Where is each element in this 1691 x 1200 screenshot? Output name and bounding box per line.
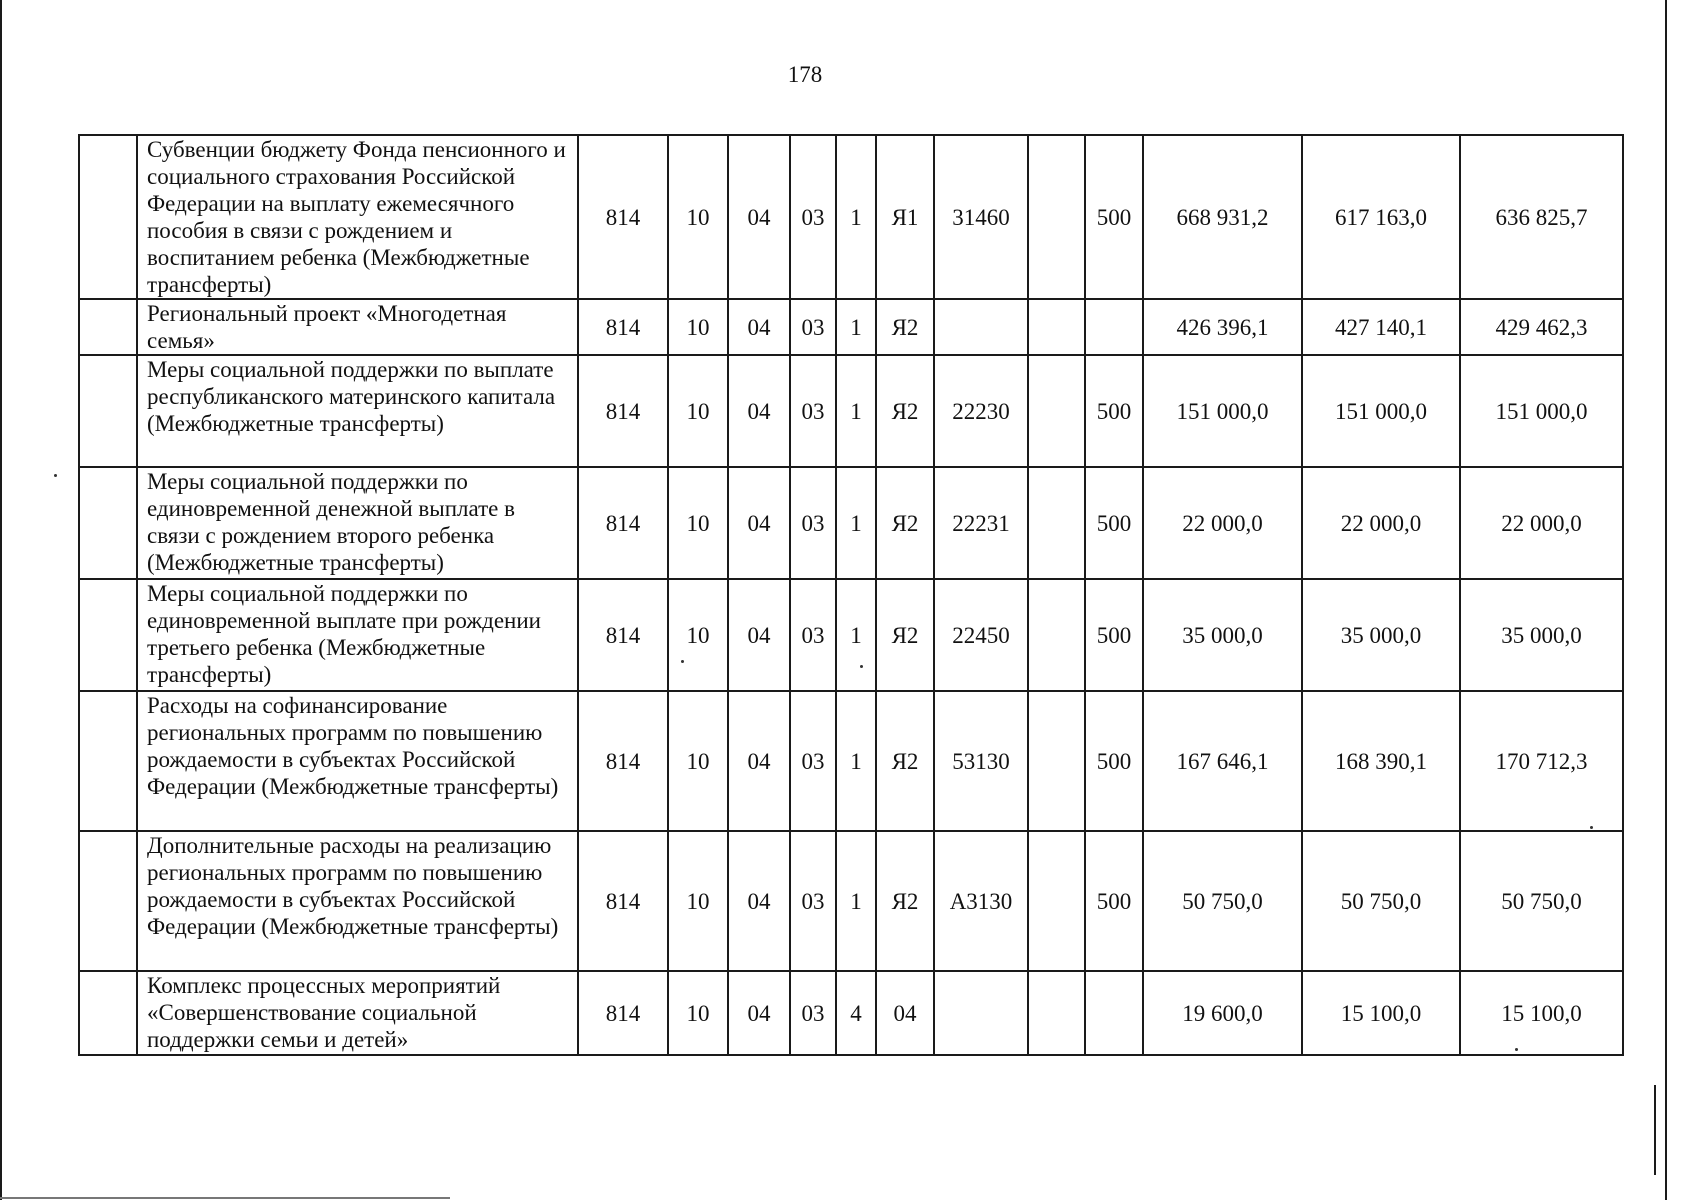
row-index-cell [79,299,137,355]
row-index-cell [79,467,137,579]
row-index-cell [79,579,137,691]
amount-year1-cell: 35 000,0 [1143,579,1302,691]
direction-cell: 22230 [934,355,1028,467]
scan-speck [681,660,684,663]
empty-cell [1028,467,1085,579]
grbs-cell: 814 [578,831,668,971]
scan-speck [860,665,863,668]
row-name-cell: Меры социальной поддержки по единовременной выплате при рождении третьего ребенка (Межбюджетные трансферты) [137,579,578,691]
amount-year2-cell: 151 000,0 [1302,355,1460,467]
program-cell: 03 [790,691,836,831]
project-cell: Я2 [876,691,934,831]
subprogram-cell: 1 [836,691,876,831]
amount-year1-cell: 167 646,1 [1143,691,1302,831]
table-row [79,691,1623,831]
amount-year3-cell: 22 000,0 [1460,467,1623,579]
amount-year3-cell: 170 712,3 [1460,691,1623,831]
row-name-cell: Дополнительные расходы на реализацию региональных программ по повышению рождаемости в субъектах Российской Федерации (Межбюджетные трансферты) [137,831,578,971]
empty-cell [1028,579,1085,691]
direction-cell: А3130 [934,831,1028,971]
row-name-cell: Региональный проект «Многодетная семья» [137,299,578,355]
amount-year2-cell: 15 100,0 [1302,971,1460,1055]
pr-cell: 04 [728,355,790,467]
scan-edge-left [0,0,2,1200]
expense-type-cell: 500 [1085,135,1143,299]
amount-year2-cell: 50 750,0 [1302,831,1460,971]
amount-year1-cell: 50 750,0 [1143,831,1302,971]
budget-table [78,134,1624,1056]
table-row [79,971,1623,1055]
empty-cell [1028,691,1085,831]
expense-type-cell: 500 [1085,467,1143,579]
amount-year1-cell: 668 931,2 [1143,135,1302,299]
rz-cell: 10 [668,355,728,467]
row-name-cell: Меры социальной поддержки по выплате республиканского материнского капитала (Межбюджетные трансферты) [137,355,578,467]
empty-cell [1028,299,1085,355]
direction-cell [934,299,1028,355]
scan-edge-bottom [0,1197,450,1199]
table-row [79,355,1623,467]
pr-cell: 04 [728,299,790,355]
project-cell: Я2 [876,579,934,691]
program-cell: 03 [790,355,836,467]
direction-cell [934,971,1028,1055]
program-cell: 03 [790,467,836,579]
grbs-cell: 814 [578,467,668,579]
amount-year3-cell: 50 750,0 [1460,831,1623,971]
pr-cell: 04 [728,579,790,691]
amount-year2-cell: 35 000,0 [1302,579,1460,691]
project-cell: Я1 [876,135,934,299]
pr-cell: 04 [728,831,790,971]
expense-type-cell: 500 [1085,355,1143,467]
direction-cell: 22450 [934,579,1028,691]
subprogram-cell: 1 [836,355,876,467]
empty-cell [1028,971,1085,1055]
grbs-cell: 814 [578,135,668,299]
project-cell: Я2 [876,299,934,355]
amount-year1-cell: 22 000,0 [1143,467,1302,579]
direction-cell: 53130 [934,691,1028,831]
project-cell: Я2 [876,467,934,579]
page-number: 178 [787,62,823,87]
subprogram-cell: 1 [836,831,876,971]
row-name-cell: Комплекс процессных мероприятий «Совершенствование социальной поддержки семьи и детей» [137,971,578,1055]
amount-year2-cell: 22 000,0 [1302,467,1460,579]
amount-year3-cell: 35 000,0 [1460,579,1623,691]
table-row [79,831,1623,971]
rz-cell: 10 [668,467,728,579]
amount-year3-cell: 151 000,0 [1460,355,1623,467]
project-cell: 04 [876,971,934,1055]
row-index-cell [79,831,137,971]
scan-edge-right [1665,0,1667,1200]
empty-cell [1028,135,1085,299]
table-row [79,467,1623,579]
program-cell: 03 [790,831,836,971]
amount-year3-cell: 429 462,3 [1460,299,1623,355]
rz-cell: 10 [668,691,728,831]
subprogram-cell: 1 [836,579,876,691]
pr-cell: 04 [728,691,790,831]
expense-type-cell [1085,971,1143,1055]
subprogram-cell: 1 [836,135,876,299]
rz-cell: 10 [668,971,728,1055]
project-cell: Я2 [876,355,934,467]
row-name-cell: Меры социальной поддержки по единовременной денежной выплате в связи с рождением второго ребенка (Межбюджетные трансферты) [137,467,578,579]
row-index-cell [79,971,137,1055]
table-row [79,579,1623,691]
scan-speck [54,474,57,477]
amount-year3-cell: 15 100,0 [1460,971,1623,1055]
empty-cell [1028,355,1085,467]
expense-type-cell: 500 [1085,691,1143,831]
pr-cell: 04 [728,467,790,579]
subprogram-cell: 4 [836,971,876,1055]
program-cell: 03 [790,579,836,691]
row-name-cell: Субвенции бюджету Фонда пенсионного и социального страхования Российской Федерации на выплату ежемесячного пособия в связи с рождением и воспитанием ребенка (Межбюджетные трансферты) [137,135,578,299]
amount-year2-cell: 617 163,0 [1302,135,1460,299]
amount-year3-cell: 636 825,7 [1460,135,1623,299]
grbs-cell: 814 [578,299,668,355]
scan-edge-right-inner [1654,1085,1656,1175]
direction-cell: 22231 [934,467,1028,579]
expense-type-cell [1085,299,1143,355]
rz-cell: 10 [668,299,728,355]
grbs-cell: 814 [578,355,668,467]
program-cell: 03 [790,299,836,355]
grbs-cell: 814 [578,579,668,691]
rz-cell: 10 [668,135,728,299]
amount-year1-cell: 151 000,0 [1143,355,1302,467]
amount-year2-cell: 168 390,1 [1302,691,1460,831]
row-index-cell [79,691,137,831]
rz-cell: 10 [668,831,728,971]
row-index-cell [79,135,137,299]
row-index-cell [79,355,137,467]
scan-speck [1590,826,1593,829]
program-cell: 03 [790,971,836,1055]
grbs-cell: 814 [578,971,668,1055]
expense-type-cell: 500 [1085,579,1143,691]
scan-speck [1515,1048,1518,1051]
subprogram-cell: 1 [836,299,876,355]
pr-cell: 04 [728,135,790,299]
program-cell: 03 [790,135,836,299]
expense-type-cell: 500 [1085,831,1143,971]
amount-year1-cell: 19 600,0 [1143,971,1302,1055]
pr-cell: 04 [728,971,790,1055]
subprogram-cell: 1 [836,467,876,579]
amount-year1-cell: 426 396,1 [1143,299,1302,355]
grbs-cell: 814 [578,691,668,831]
empty-cell [1028,831,1085,971]
table-row [79,135,1623,299]
rz-cell: 10 [668,579,728,691]
amount-year2-cell: 427 140,1 [1302,299,1460,355]
table-row [79,299,1623,355]
row-name-cell: Расходы на софинансирование региональных программ по повышению рождаемости в субъектах Российской Федерации (Межбюджетные трансферты) [137,691,578,831]
project-cell: Я2 [876,831,934,971]
direction-cell: 31460 [934,135,1028,299]
